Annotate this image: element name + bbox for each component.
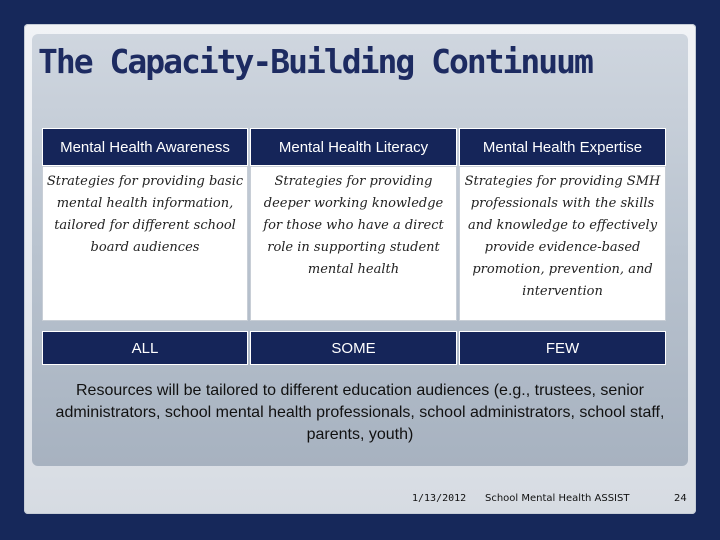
level-few: FEW xyxy=(459,331,666,365)
description-expertise: Strategies for providing SMH professionals with the skills and knowledge to effectively provide evidence-based promotion, prevention, and intervention xyxy=(459,166,666,321)
level-all: ALL xyxy=(42,331,248,365)
description-literacy: Strategies for providing deeper working knowledge for those who have a direct role in supporting student mental health xyxy=(250,166,457,321)
description-awareness: Strategies for providing basic mental health information, tailored for different school board audiences xyxy=(42,166,248,321)
slide-number: 24 xyxy=(674,493,687,504)
level-some: SOME xyxy=(250,331,457,365)
header-awareness: Mental Health Awareness xyxy=(42,128,248,166)
footer-date: 1/13/2012 xyxy=(412,493,467,504)
resources-note: Resources will be tailored to different education audiences (e.g., trustees, senior administrators, school mental health professionals, school administrators, school staff, parents, youth) xyxy=(55,382,665,443)
slide-title: The Capacity-Building Continuum xyxy=(38,42,592,81)
header-literacy: Mental Health Literacy xyxy=(250,128,457,166)
footer-organization: School Mental Health ASSIST xyxy=(485,493,630,504)
header-expertise: Mental Health Expertise xyxy=(459,128,666,166)
